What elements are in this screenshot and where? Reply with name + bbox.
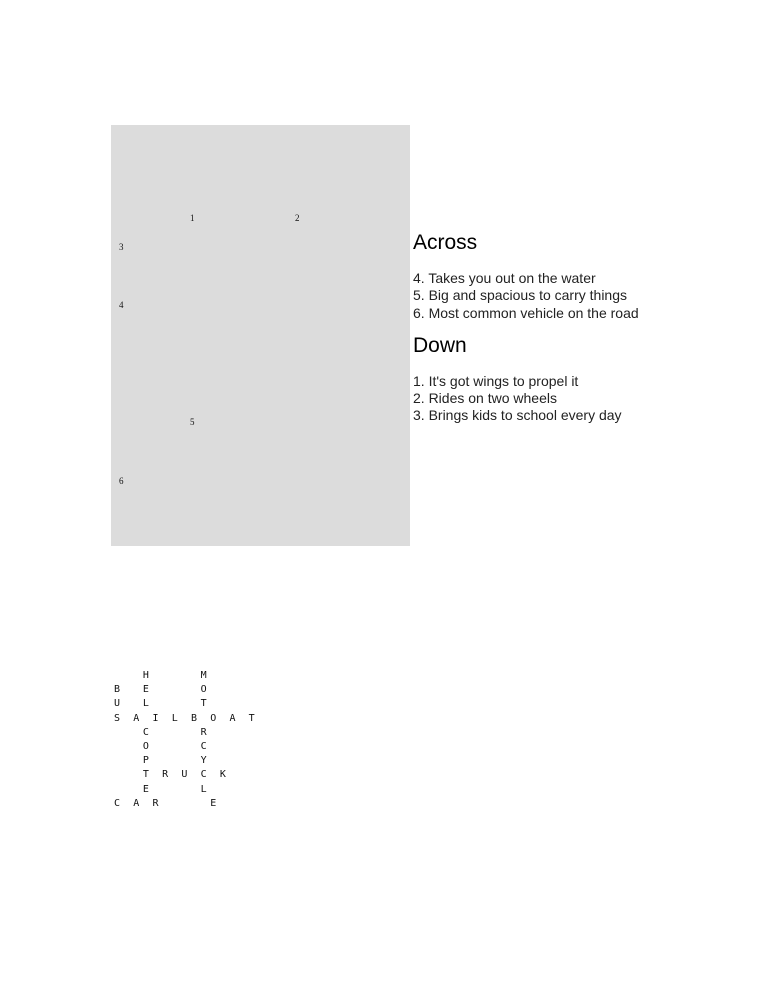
across-clue: 5. Big and spacious to carry things — [413, 287, 628, 304]
answer-row: C A R E — [114, 797, 220, 809]
grid-number-3: 3 — [119, 242, 124, 252]
grid-number-6: 6 — [119, 476, 124, 486]
answer-row: E L — [114, 783, 211, 795]
crossword-grid — [111, 125, 410, 546]
down-clue: 3. Brings kids to school every day — [413, 407, 622, 424]
down-clue-list — [413, 373, 763, 425]
answer-row: H M — [114, 670, 211, 681]
answer-row: C R — [114, 726, 211, 738]
across-clue-list — [413, 270, 763, 322]
answer-key — [114, 669, 258, 811]
grid-number-1: 1 — [190, 213, 195, 223]
down-clue: 1. It's got wings to propel it — [413, 372, 579, 389]
down-clue: 2. Rides on two wheels — [413, 390, 557, 407]
answer-row: P Y — [114, 755, 211, 767]
answer-row: B E O — [114, 684, 211, 696]
across-clue: 4. Takes you out on the water — [413, 270, 596, 286]
grid-number-2: 2 — [295, 213, 300, 223]
grid-number-5: 5 — [190, 417, 195, 427]
grid-number-4: 4 — [119, 300, 124, 310]
answer-row: O C — [114, 741, 211, 753]
across-clue: 6. Most common vehicle on the road — [413, 304, 639, 321]
clues-panel — [413, 230, 763, 425]
answer-row: T R U C K — [114, 769, 230, 781]
across-heading: Across — [413, 231, 478, 254]
down-heading: Down — [413, 333, 467, 357]
answer-row: S A I L B O A T — [114, 712, 259, 724]
answer-row: U L T — [114, 698, 211, 710]
